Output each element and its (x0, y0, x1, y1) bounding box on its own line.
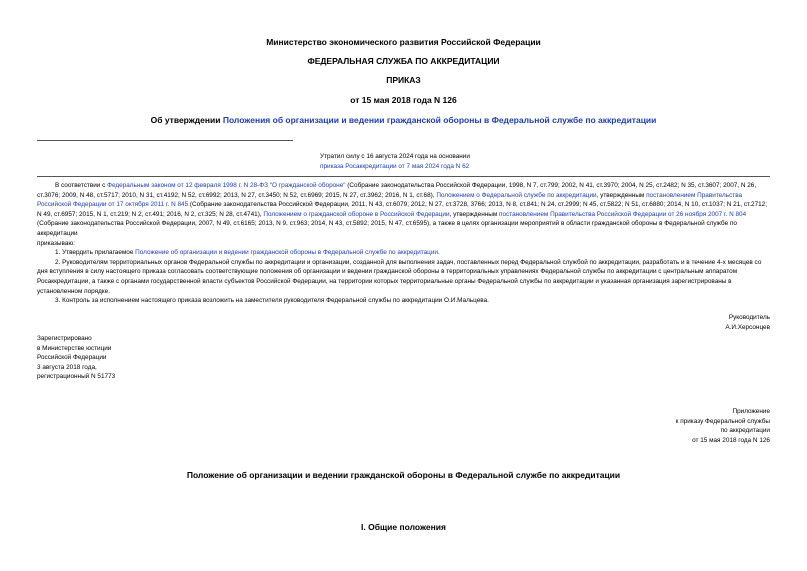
signature-block (725, 313, 770, 332)
order-word: приказываю: (37, 239, 75, 247)
regulation-link[interactable]: Положением о Федеральной службе по аккредитации (436, 191, 597, 199)
signatory-role: Руководитель (728, 314, 770, 321)
order-item-text: . (437, 249, 440, 257)
preamble-text: В соответствии с (55, 182, 108, 189)
order-item-3: 3. Контроль за исполнением настоящего приказа возложить на заместителя руководителя Федеральной службы по аккредитации О.И.Мальцева. (55, 297, 489, 305)
preamble-text: (Собрание законодательства Российской Федерации, 2007, N 49, ст.6165; 2013, N 9, ст.963; 2014, N 43, ст.5892; 2015, N 47, ст.6595), а также в целях организации мероприятий в области гражданской обороны в Федеральной службе по аккредитации (37, 220, 737, 237)
registration-line: 3 августа 2018 года, (37, 363, 97, 371)
signatory-name: А.И.Херсонцев (725, 323, 770, 331)
validity-note-link[interactable]: приказа Росаккредитации от 7 мая 2024 года N 62 (320, 162, 470, 170)
document-type: ПРИКАЗ (386, 75, 421, 85)
preamble-text: (Собрание законодательства Российской Федерации, 2011, N 43, ст.6079; 2012, N 27, ст.3728, 3766; 2013, N 8, ст.841; N 24, ст.2999; N 45, ст.5822; N 51, ст.6880; 2014, N 10, ст.1037; N 21, ст.2712; N 49, ст.6957; 2015, N 1, ст.219; N 2, ст.491; 2016, N 2, ст.325; N 28, ст.4741), (37, 201, 768, 218)
preamble (37, 181, 770, 239)
appendix-line: от 15 мая 2018 года N 126 (692, 436, 770, 444)
document-body (37, 181, 770, 306)
title-divider (37, 140, 293, 141)
document-date-number: от 15 мая 2018 года N 126 (350, 95, 457, 105)
law-link[interactable]: Федеральным законом от 12 февраля 1998 г. N 28-ФЗ "О гражданской обороне" (107, 182, 346, 189)
validity-note (320, 152, 560, 171)
registration-line: Зарегистрировано (37, 335, 92, 342)
registration-line: регистрационный N 51773 (37, 373, 116, 381)
registration-line: Российской Федерации (37, 354, 107, 362)
ministry-name: Министерство экономического развития Российской Федерации (266, 37, 541, 47)
registration-line: в Министерстве юстиции (37, 344, 112, 352)
section-heading: I. Общие положения (361, 522, 446, 532)
order-item-1 (37, 248, 770, 258)
service-name: ФЕДЕРАЛЬНАЯ СЛУЖБА ПО АККРЕДИТАЦИИ (307, 56, 500, 66)
civil-defense-regulation-link[interactable]: Положением о гражданской обороне в Российской Федерации (263, 210, 450, 218)
appendix-line: Приложение (732, 408, 770, 415)
preamble-text: (Собрание законодательства Российской Федерации, 1998, N 7, ст.799; 2002, N 41, ст.3970; 2004, N 25, ст.2482; N 35, ст.3607; 2007, N 26, ст.3076; 2009, N 48, ст.5717; 2010, N 31, ст.4192; N 52, ст.6992; 2013, N 27, ст.3450; N 52, ст.6969; 2015, N 27, ст.3962; 2016, N 1, ст.68), (37, 182, 757, 199)
order-item-2: 2. Руководителям территориальных органов Федеральной службы по аккредитации и организации, созданной для выполнения задач, поставленных перед Федеральной службой по аккредитации, разработать и в течение 4-х месяцев со дня вступления в силу настоящего приказа согласовать соответствующие положения об организации и ведении гражданской обороны в территориальных управлениях Федеральной службы по аккредитации с центральным аппаратом Росаккредитации, а также с органами государственной власти субъектов Российской Федерации, на территории которых территориальные органы Федеральной службы по аккредитации и указанная организация зарегистрированы в установленном порядке. (37, 258, 762, 295)
document-title (0, 115, 807, 125)
title-prefix: Об утверждении (150, 115, 223, 125)
preamble-text: , утвержденным (596, 191, 647, 199)
order-item-text: 1. Утвердить прилагаемое (55, 249, 136, 257)
appendix-line: к приказу Федеральной службы (675, 417, 770, 425)
validity-note-text: Утратил силу с 16 августа 2024 года на основании (320, 153, 470, 160)
note-divider (37, 176, 770, 177)
government-decree-link[interactable]: постановлением Правительства Российской Федерации от 17 октября 2011 г. N 845 (37, 191, 743, 209)
regulation-title: Положение об организации и ведении гражданской обороны в Федеральной службе по аккредитации (186, 470, 621, 480)
title-link[interactable]: Положения об организации и ведении гражданской обороны в Федеральной службе по аккредитации (222, 115, 657, 125)
preamble-text: , утвержденным (449, 210, 500, 218)
government-decree-link-2[interactable]: постановлением Правительства Российской Федерации от 26 ноября 2007 г. N 804 (499, 210, 747, 218)
appendix-line: по аккредитации (720, 427, 770, 435)
appendix-block (676, 407, 770, 445)
registration-block (37, 334, 115, 382)
attached-regulation-link[interactable]: Положение об организации и ведении гражданской обороны в Федеральной службе по аккредитации (135, 249, 438, 257)
